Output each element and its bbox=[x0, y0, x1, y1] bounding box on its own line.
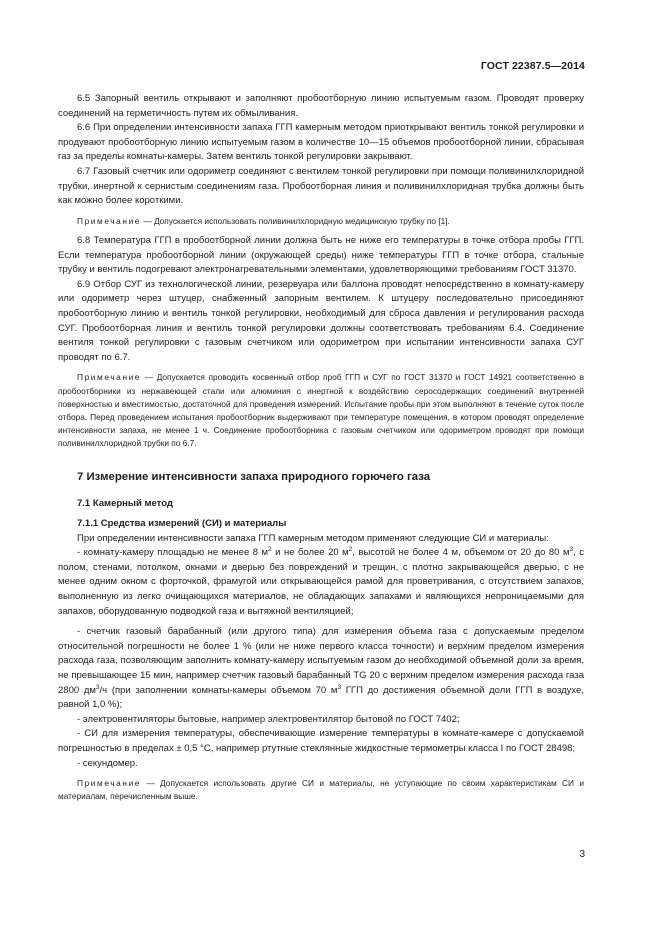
note-2 bbox=[58, 371, 584, 450]
intro-paragraph: При определении интенсивности запаха ГГП камерным методом применяют следующие СИ и материалы: bbox=[77, 532, 549, 544]
paragraph-6-5: 6.5 Запорный вентиль открывают и заполняют пробоотборную линию испытуемым газом. Проводят проверку соединений на герметичность путем их обмыливания. bbox=[58, 93, 584, 119]
subsection-7-1-title: 7.1 Камерный метод bbox=[77, 497, 173, 509]
standard-header: ГОСТ 22387.5—2014 bbox=[480, 60, 585, 72]
note-1 bbox=[58, 215, 584, 228]
paragraph-6-8: 6.8 Температура ГГП в пробоотборной линии должна быть не ниже его температуры в точке отбора пробы ГГП. Если температура пробоотборной линии (окружающей среды) ниже температуры ГГП в точке отбора, стальные трубку и вентиль подогревают электронагревательными элементами, удовлетворяющими требованиям ГОСТ 31370. bbox=[58, 234, 584, 276]
list-item-fans: - электровентиляторы бытовые, например электровентилятор бытовой по ГОСТ 7402; bbox=[77, 713, 460, 725]
note-label: Примечание bbox=[77, 372, 142, 383]
note-label: Примечание bbox=[77, 778, 142, 789]
list-item-room: - комнату-камеру площадью не менее 8 $м^2$ и не более 20 $м^2$, высотой не более 4 м, объемом от 20 до 80 $м^3$, с полом, стенами, потолком, окнами и дверью без повреждений и трещин, с плотно закрывающейся дверью, с не менее одним окном с форточкой, фрамугой или открывающейся рамой для проветривания, с отсутствием запахов, выполненную из легко очищающихся материалов, не обладающих запахами и являющихся непроницаемыми для запахов, оборудованную подводкой газа и вытяжной вентиляцией; bbox=[58, 546, 584, 617]
note-text: — Допускается использовать другие СИ и материалы, не уступающие по своим характеристикам СИ и материалам, перечисленным выше. bbox=[58, 778, 584, 802]
subsection-7-1-1-title: 7.1.1 Средства измерений (СИ) и материалы bbox=[77, 518, 287, 530]
note-text: — Допускается использовать поливинилхлоридную медицинскую трубку по [1]. bbox=[141, 215, 450, 226]
paragraph-6-7: 6.7 Газовый счетчик или одориметр соединяют с вентилем тонкой регулировки при помощи поливинилхлоридной трубки, инертной к сернистым соединениям газа. Пробоотборная линия и поливинилхлоридная трубка должны быть как можно более короткими. bbox=[58, 165, 584, 207]
document-body bbox=[58, 92, 584, 804]
note-label: Примечание bbox=[77, 215, 142, 226]
page-number: 3 bbox=[579, 849, 585, 860]
section-7-title: 7 Измерение интенсивности запаха природного горючего газа bbox=[77, 470, 431, 483]
list-item-gas-meter: - счетчик газовый барабанный (или другого типа) для измерения объема газа с допускаемым пределом относительной погрешности не более 1 % (или не ниже первого класса точности) и верхним пределом измерения расхода газа, позволяющим заполнить комнату-камеру испытуемым газом до необходимой объемной доли за время, не превышающее 15 мин, например счетчик газовый барабанный TG 20 с верхним пределом измерения расхода газа 2800 $дм^3/ч$ (при заполнении комнаты-камеры объемом 70 $м^3$ ГГП до достижения объемной доли ГГП в воздухе, равной 1,0 %); bbox=[58, 626, 584, 711]
note-text: — Допускается проводить косвенный отбор проб ГГП и СУГ по ГОСТ 31370 и ГОСТ 14921 соответственно в пробоотборники из нержавеющей стали или алюминия с инертной к воздействию серосодержащих соединений внутренней поверхностью и вместимостью, достаточной для проведения измерений. Испытание пробы при этом выполняют в течение суток после отбора. Перед проведением испытания пробоотборник выдерживают при температуре помещения, в котором проводят определение интенсивности запаха, не менее 1 ч. Соединение пробоотборника с газовым счетчиком или одориметром проводят при помощи поливинилхлоридной трубки по 6.7. bbox=[58, 372, 584, 449]
list-item-thermometer: - СИ для измерения температуры, обеспечивающие измерение температуры в комнате-камере с допускаемой погрешностью в пределах ± 0,5 °С, например ртутные стеклянные жидкостные термометры класса I по ГОСТ 28498; bbox=[58, 728, 584, 755]
note-3 bbox=[58, 777, 584, 803]
paragraph-6-6: 6.6 При определении интенсивности запаха ГГП камерным методом приоткрывают вентиль тонкой регулировки и продувают пробоотборную линию испытуемым газом в количестве 10—15 объемов пробоотборной линии, сбрасывая газ за пределы комнаты-камеры. Затем вентиль тонкой регулировки закрывают. bbox=[58, 122, 584, 163]
paragraph-6-9: 6.9 Отбор СУГ из технологической линии, резервуара или баллона проводят непосредственно в комнату-камеру или одориметр через штуцер, снабженный запорным вентилем. К штуцеру последовательно присоединяют пробоотборную линию и вентиль тонкой регулировки, необходимый для сброса давления и регулирования расхода СУГ. Пробоотборная линия и вентиль тонкой регулировки должны соответствовать требованиям 6.4. Соединение вентиля тонкой регулировки с газовым счетчиком или одориметром при испытании интенсивности запаха СУГ проводят по 6.7. bbox=[58, 278, 584, 363]
list-item-stopwatch: - секундомер. bbox=[77, 757, 138, 769]
